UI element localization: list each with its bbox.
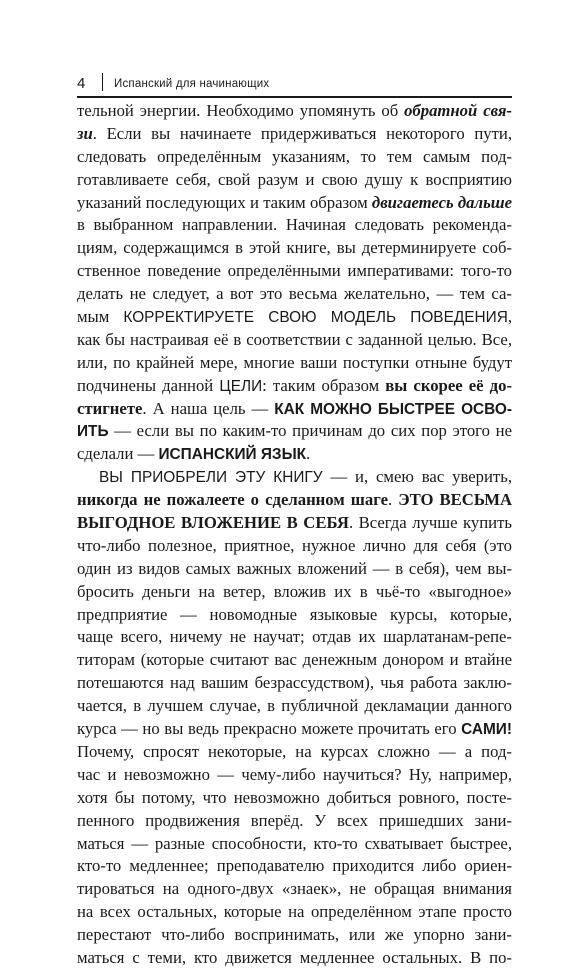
text-run: следовать определённым указаниям, то тем самым под-	[77, 146, 512, 166]
emphasis-run: зи	[77, 123, 93, 143]
page-number: 4	[77, 75, 86, 92]
text-line	[77, 169, 512, 192]
body-text	[77, 100, 512, 970]
text-run: ственное поведение определёнными императивами: того-то	[77, 261, 512, 281]
text-run: курса — но вы ведь прекрасно можете прочитать его	[77, 719, 462, 739]
text-line	[77, 237, 512, 260]
text-run: делать не следует, а вот это весьма желательно, — тем са-	[77, 284, 512, 304]
text-line	[77, 352, 512, 375]
text-line	[77, 901, 512, 924]
text-run: .	[306, 444, 311, 464]
text-line	[77, 581, 512, 604]
emphasis-run: ИСПАНСКИЙ ЯЗЫК	[158, 446, 307, 464]
text-line	[77, 420, 512, 443]
text-line	[77, 260, 512, 283]
emphasis-run: стигнете	[77, 398, 143, 418]
text-line	[77, 535, 512, 558]
text-line	[77, 718, 512, 741]
running-header	[77, 73, 512, 95]
text-line	[77, 558, 512, 581]
text-line	[77, 146, 512, 169]
text-line	[77, 375, 512, 398]
text-line	[77, 123, 512, 146]
emphasis-run: САМИ!	[461, 721, 512, 739]
text-run: маться — разные способности, кто-то схватывает быстрее,	[77, 833, 512, 853]
text-run: кто-то медленнее; преподавателю приходится либо ориен-	[77, 856, 512, 876]
text-line	[77, 947, 512, 970]
text-line	[77, 283, 512, 306]
text-run: циям, содержащимся в этой книге, вы детерминируете соб-	[77, 238, 512, 258]
text-line	[77, 398, 512, 421]
text-line	[77, 306, 512, 329]
text-run: тельной энергии. Необходимо упомянуть об	[77, 101, 405, 120]
text-run: Почему, спросят некоторые, на курсах сложно — а под-	[77, 741, 512, 761]
text-line	[77, 329, 512, 352]
text-run: сделали —	[77, 444, 159, 464]
emphasis-run: обратной свя-	[404, 101, 512, 120]
text-run: тироваться на одного-двух «знаек», не обращая внимания	[77, 879, 512, 899]
text-run: . А наша цель —	[142, 398, 275, 418]
text-line	[77, 672, 512, 695]
text-run: на всех остальных, которые на определённом этапе просто	[77, 902, 512, 922]
emphasis-run: вы скорее её до-	[385, 375, 513, 395]
text-run: перестают что-либо воспринимать, или же упорно зани-	[77, 925, 512, 945]
text-run: титорам (которые считают вас денежным донором и втайне	[77, 650, 512, 670]
emphasis-run: ВЫ ПРИОБРЕЛИ ЭТУ КНИГУ	[99, 469, 323, 487]
header-separator	[102, 73, 103, 91]
text-line	[77, 741, 512, 764]
text-run: . Если вы начинаете придерживаться некоторого пути,	[92, 123, 512, 143]
text-line	[77, 466, 512, 489]
text-run: подчинены данной	[77, 375, 220, 395]
text-run: указаний последующих и таким образом	[77, 192, 372, 212]
text-run: как бы настраивая её в соответствии с заданной целью. Все,	[77, 329, 512, 349]
text-run: ,	[507, 307, 512, 327]
text-line	[77, 924, 512, 947]
text-line	[77, 764, 512, 787]
emphasis-run: КАК МОЖНО БЫСТРЕЕ ОСВО-	[274, 400, 512, 418]
text-run: .	[387, 490, 399, 510]
text-run: предприятие — новомодные языковые курсы, которые,	[77, 604, 512, 624]
text-run: бросить деньги на ветер, вложив их в чьё-то «выгодное»	[77, 581, 512, 601]
emphasis-run: КОРРЕКТИРУЕТЕ СВОЮ МОДЕЛЬ ПОВЕДЕНИЯ	[123, 309, 508, 327]
emphasis-run: ВЫГОДНОЕ ВЛОЖЕНИЕ В СЕБЯ	[77, 513, 349, 533]
text-line	[77, 214, 512, 237]
text-line	[77, 192, 512, 215]
running-title: Испанский для начинающих	[114, 78, 270, 90]
text-run: один из видов самых важных вложений — в себя), чем вы-	[77, 558, 512, 578]
text-line	[77, 810, 512, 833]
text-line	[77, 489, 512, 512]
text-line	[77, 604, 512, 627]
text-line	[77, 878, 512, 901]
text-run: : таким образом	[262, 375, 386, 395]
text-run: мым	[77, 307, 124, 327]
emphasis-run: ИТЬ	[77, 423, 109, 441]
text-run: чается, в лучшем случае, в публичной декламации данного	[77, 696, 512, 716]
text-run: — если вы по каким-то причинам до сих пор этого не	[108, 421, 512, 441]
text-line	[77, 626, 512, 649]
text-line	[77, 787, 512, 810]
text-run: или, по крайней мере, многие ваши поступки отныне будут	[77, 352, 512, 372]
text-line	[77, 100, 512, 123]
text-run: что-либо полезное, приятное, нужное лично для себя (это	[77, 535, 512, 555]
text-run: хотя бы потому, что невозможно добиться ровного, посте-	[77, 787, 512, 807]
text-run: маться с теми, кто движется медленнее остальных. В по-	[77, 947, 512, 967]
emphasis-run: никогда не пожалеете о сделанном шаге	[77, 490, 388, 510]
text-run: в выбранном направлении. Начиная следовать рекоменда-	[77, 215, 512, 235]
text-run: — и, смею вас уверить,	[322, 467, 513, 487]
text-run: чаще всего, ничему не научат; отдав их шарлатанам-репе-	[77, 627, 512, 647]
text-line	[77, 649, 512, 672]
emphasis-run: ЦЕЛИ	[219, 377, 263, 395]
text-run: час и невозможно — чему-либо научиться? Ну, например,	[77, 764, 512, 784]
text-run: пенного продвижения вперёд. У всех пришедших зани-	[77, 810, 512, 830]
emphasis-run: ЭТО ВЕСЬМА	[398, 490, 513, 510]
text-run: готавливаете себя, свой разум и свою душу к восприятию	[77, 169, 512, 189]
text-line	[77, 695, 512, 718]
text-line	[77, 833, 512, 856]
header-rule	[77, 96, 512, 98]
text-line	[77, 512, 512, 535]
text-line	[77, 855, 512, 878]
emphasis-run: двигаетесь дальше	[371, 192, 513, 212]
text-line	[77, 443, 512, 466]
text-run: потешаются над вашим безрассудством), чья работа заклю-	[77, 673, 512, 693]
text-run: . Всегда лучше купить	[348, 513, 512, 533]
